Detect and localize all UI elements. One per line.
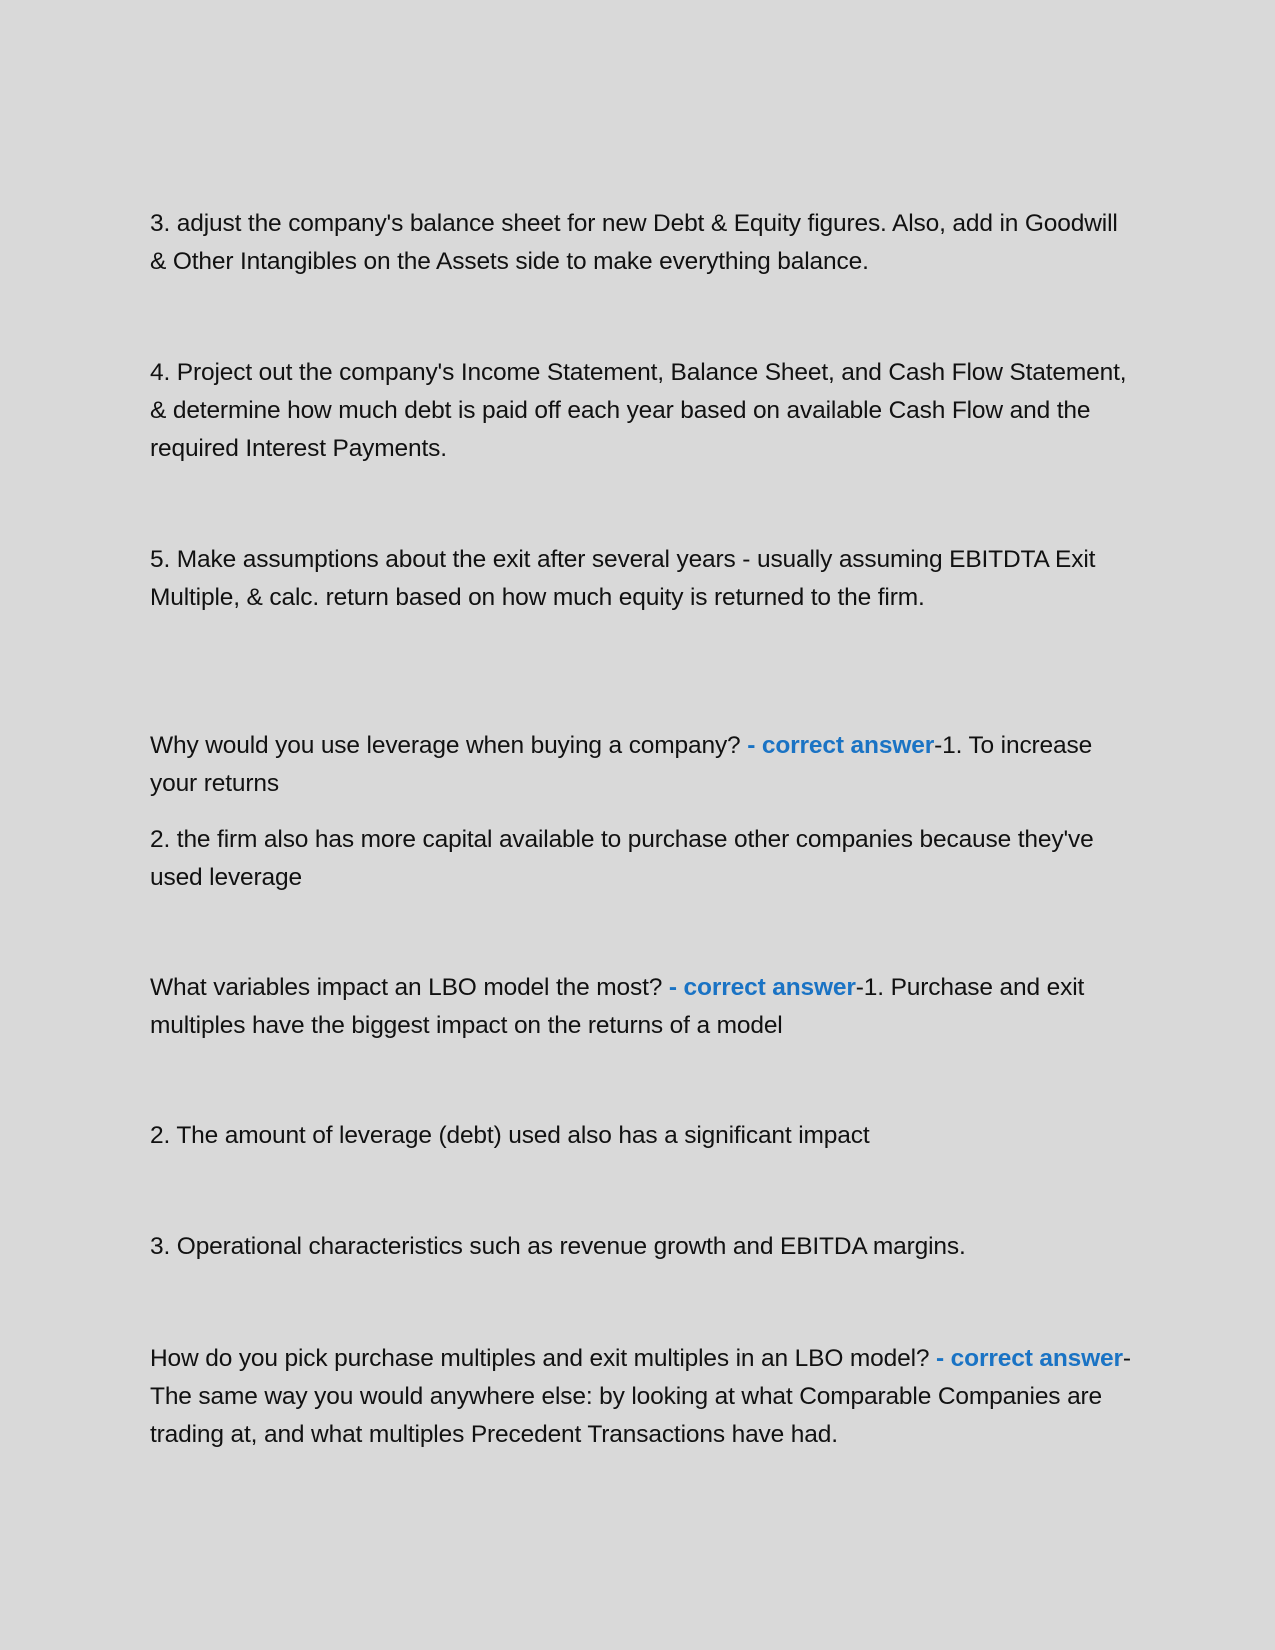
question-text: How do you pick purchase multiples and exit multiples in an LBO model? xyxy=(150,1345,937,1372)
answer-text: -1. To increase your returns xyxy=(150,732,1093,797)
step-3-paragraph: 3. adjust the company's balance sheet for new Debt & Equity figures. Also, add in Goodwill & Other Intangibles on the Assets side to make everything balance. xyxy=(150,210,1118,275)
answer-followup: 3. Operational characteristics such as revenue growth and EBITDA margins. xyxy=(150,1233,966,1260)
answer-text: -The same way you would anywhere else: by looking at what Comparable Companies are trading at, and what multiples Precedent Transactions have had. xyxy=(150,1345,1131,1448)
question-text: What variables impact an LBO model the most? xyxy=(150,974,669,1001)
question-lbo-variables xyxy=(150,969,1135,1045)
correct-answer-marker: - correct answer xyxy=(936,1345,1123,1372)
question-text: Why would you use leverage when buying a company? xyxy=(150,732,748,759)
correct-answer-marker: - correct answer xyxy=(668,974,856,1001)
document-page xyxy=(150,0,1135,1650)
answer-text: -1. Purchase and exit multiples have the biggest impact on the returns of a model xyxy=(150,974,1085,1039)
correct-answer-marker: - correct answer xyxy=(747,732,935,759)
answer-followup: 2. The amount of leverage (debt) used also has a significant impact xyxy=(150,1122,870,1149)
answer-followup: 2. the firm also has more capital available to purchase other companies because they've used leverage xyxy=(150,826,1094,891)
step-5-paragraph: 5. Make assumptions about the exit after several years - usually assuming EBITDTA Exit Multiple, & calc. return based on how much equity is returned to the firm. xyxy=(150,546,1096,611)
question-leverage xyxy=(150,727,1135,803)
step-4-paragraph: 4. Project out the company's Income Statement, Balance Sheet, and Cash Flow Statement, & determine how much debt is paid off each year based on available Cash Flow and the required Interest Payments. xyxy=(150,359,1127,462)
question-purchase-multiples xyxy=(150,1340,1135,1454)
